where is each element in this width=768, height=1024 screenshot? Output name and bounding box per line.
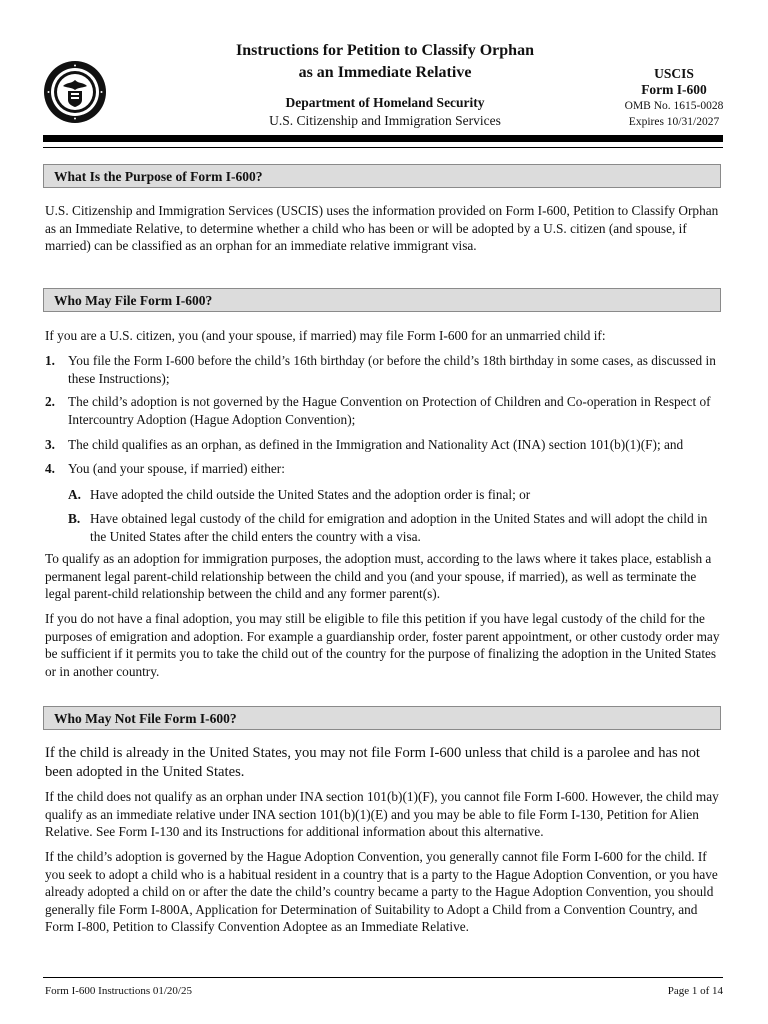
list-item-text: The child qualifies as an orphan, as defined in the Immigration and Nationality Act (INA) section 101(b)(1)(F); and [68,437,684,452]
sub-list-item-letter: A. [68,487,81,502]
list-item-number: 1. [45,353,55,368]
form-identifier [612,66,736,130]
header-divider-thin [43,147,723,148]
purpose-paragraph: U.S. Citizenship and Immigration Services (USCIS) uses the information provided on Form I-600, Petition to Classify Orphan as an Immediate Relative, to determine whether a child who has been or will be adopted by a U.S. citizen (and spouse, if married) can be classified as an orphan for an immediate relative immigrant visa. [45,203,719,253]
sub-list-item-text: Have adopted the child outside the United States and the adoption order is final; or [90,487,531,502]
agency-block [200,94,570,130]
not-orphan-paragraph: If the child does not qualify as an orphan under INA section 101(b)(1)(F), you cannot file Form I-600. However, the child may qualify as an immediate relative under INA section 101(b)(1)(E) and you may be able to file Form I-130, Petition for Alien Relative. See Form I-130 and its Instructions for additional information about this alternative. [45,789,719,839]
agency-name: U.S. Citizenship and Immigration Services [269,113,501,128]
omb-number: OMB No. 1615-0028 [624,100,724,112]
child-in-us-paragraph: If the child is already in the United States, you may not file Form I-600 unless that child is a parolee and has not been adopted in the United States. [45,745,700,780]
hague-convention-paragraph: If the child’s adoption is governed by the Hague Adoption Convention, you generally cannot file Form I-600 for the child. If you seek to adopt a child who is a habitual resident in a country that is a party to the Hague Adoption Convention, or you have already adopted a child on or after the date the child’s country became a party to the Hague Adoption Convention, you should generally file Form I-800A, Application for Determination of Suitability to Adopt a Child from a Convention Country, and Form I-800, Petition to Classify Convention Adoptee as an Immediate Relative. [45,849,718,934]
section-heading-purpose: What Is the Purpose of Form I-600? [43,164,721,188]
list-item-number: 2. [45,394,55,409]
sub-list-item-letter: B. [68,511,81,526]
footer-divider [43,977,723,978]
section-heading-who-may-not-file: Who May Not File Form I-600? [43,706,721,730]
legal-custody-paragraph: If you do not have a final adoption, you may still be eligible to file this petition if you have legal custody of the child for the purposes of emigration and adoption. For example a guardianship order, foster parent appointment, or other custody order may be sufficient if it permits you to take the child out of the country for the purpose of finalizing the adoption in the United States or in another country. [45,611,720,679]
form-number: Form I-600 [641,82,707,97]
document-title [160,40,610,84]
sub-list-item-text: Have obtained legal custody of the child for emigration and adoption in the United States and will adopt the child in the United States after the child enters the country with a visa. [90,511,708,544]
list-item-text: The child’s adoption is not governed by the Hague Convention on Protection of Children and Co-operation in Respect of Intercountry Adoption (Hague Adoption Convention); [68,394,711,427]
title-line-1: Instructions for Petition to Classify Orphan [236,42,534,59]
list-item-text: You (and your spouse, if married) either: [68,461,285,476]
footer-page-number: Page 1 of 14 [667,985,723,997]
uscis-label: USCIS [654,66,694,81]
document-header [0,0,768,150]
section-heading-who-may-file: Who May File Form I-600? [43,288,721,312]
expiration-date: Expires 10/31/2027 [628,116,720,128]
footer-form-edition: Form I-600 Instructions 01/20/25 [45,985,192,997]
list-item-number: 3. [45,437,55,452]
title-line-2: as an Immediate Relative [298,64,472,81]
department-name: Department of Homeland Security [285,95,485,110]
adoption-requirements-paragraph: To qualify as an adoption for immigration purposes, the adoption must, according to the laws where it takes place, establish a permanent legal parent-child relationship between the child and you (and your spouse, if married), as well as terminate the legal parent-child relationship between the child and any former parent(s). [45,551,712,601]
dhs-seal-icon [43,60,107,124]
list-item-text: You file the Form I-600 before the child’s 16th birthday (or before the child’s 18th birthday in some cases, as discussed in these Instructions); [68,353,716,386]
list-item-number: 4. [45,461,55,476]
header-divider-thick [43,135,723,142]
who-may-file-intro: If you are a U.S. citizen, you (and your spouse, if married) may file Form I-600 for an unmarried child if: [45,328,606,343]
